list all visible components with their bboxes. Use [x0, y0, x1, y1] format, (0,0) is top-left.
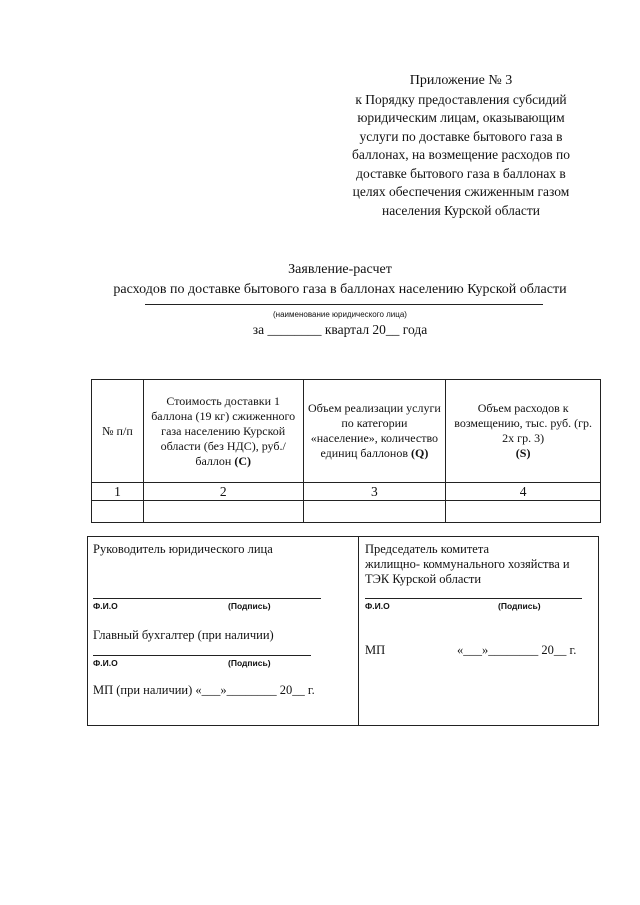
appendix-number: Приложение № 3	[409, 73, 513, 88]
document-subtitle: расходов по доставке бытового газа в баллонах населению Курской области	[113, 282, 567, 297]
column-number: 2	[143, 483, 303, 501]
accountant-fio-label: Ф.И.О	[93, 658, 118, 668]
entity-name-caption: (наименование юридического лица)	[273, 310, 407, 319]
signature-divider	[358, 537, 359, 725]
chair-fio-label: Ф.И.О	[365, 601, 390, 611]
head-sign-label: (Подпись)	[228, 601, 271, 611]
accountant-sign-label: (Подпись)	[228, 658, 271, 668]
appendix-line: доставке бытового газа в баллонах в	[356, 165, 566, 181]
calculation-table	[91, 379, 601, 523]
table-cell[interactable]	[143, 501, 303, 523]
appendix-line: юридическим лицам, оказывающим	[357, 110, 565, 125]
appendix-block	[336, 72, 586, 220]
symbol-c: (С)	[234, 453, 251, 468]
table-row	[92, 501, 601, 523]
period-line: за ________ квартал 20__ года	[252, 322, 428, 337]
chair-title-line3: ТЭК Курской области	[365, 572, 482, 586]
column-number: 1	[92, 483, 144, 501]
appendix-line: целях обеспечения сжиженным газом	[352, 184, 570, 199]
head-fio-label: Ф.И.О	[93, 601, 118, 611]
header-delivery-cost: Стоимость доставки 1 баллона (19 кг) сжиженного газа населению Курской области (без НДС), руб./баллон (С)	[143, 380, 303, 483]
head-signature-line[interactable]	[93, 598, 321, 599]
column-number: 3	[303, 483, 446, 501]
chair-seal: МП	[365, 643, 386, 657]
appendix-line: населения Курской области	[382, 202, 540, 218]
accountant-title: Главный бухгалтер (при наличии)	[93, 628, 274, 642]
header-number: № п/п	[92, 380, 144, 483]
chair-title-line1: Председатель комитета	[365, 542, 489, 556]
left-seal-date: МП (при наличии) «___»________ 20__ г.	[93, 683, 315, 697]
symbol-q: (Q)	[411, 446, 429, 460]
table-cell[interactable]	[303, 501, 446, 523]
entity-name-line	[145, 304, 543, 305]
column-number: 4	[446, 483, 601, 501]
table-cell[interactable]	[446, 501, 601, 523]
head-title: Руководитель юридического лица	[93, 542, 273, 556]
appendix-line: услуги по доставке бытового газа в	[359, 128, 563, 144]
accountant-signature-line[interactable]	[93, 655, 311, 656]
chair-date: «___»________ 20__ г.	[457, 643, 577, 657]
chair-signature-line[interactable]	[365, 598, 582, 599]
signature-box	[87, 536, 599, 726]
appendix-line: баллонах, на возмещение расходов по	[352, 147, 570, 162]
header-sales-volume: Объем реализации услуги по категории «население», количество единиц баллонов (Q)	[303, 380, 446, 483]
table-number-row	[92, 483, 601, 501]
symbol-s: (S)	[515, 446, 531, 460]
chair-title-line2: жилищно- коммунального хозяйства и	[365, 557, 570, 571]
header-reimbursement: Объем расходов к возмещению, тыс. руб. (гр. 2х гр. 3) (S)	[446, 380, 601, 483]
appendix-line: к Порядку предоставления субсидий	[355, 91, 567, 107]
table-header-row	[92, 380, 601, 483]
chair-sign-label: (Подпись)	[498, 601, 541, 611]
table-cell[interactable]	[92, 501, 144, 523]
document-title: Заявление-расчет	[288, 262, 392, 277]
